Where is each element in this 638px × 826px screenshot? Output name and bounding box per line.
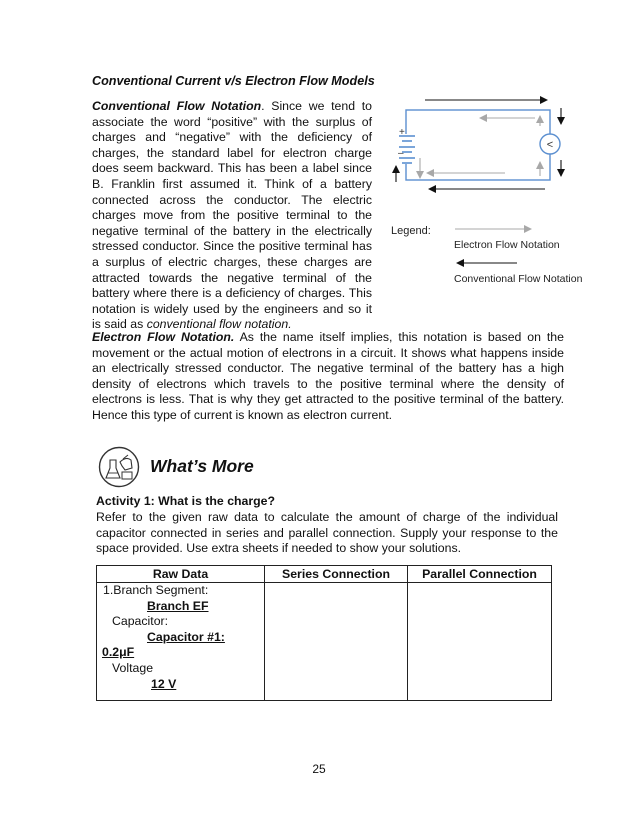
header-series-connection: Series Connection [265,566,408,583]
parallel-connection-answer[interactable] [408,583,552,701]
meter-icon [540,134,560,154]
series-connection-answer[interactable] [265,583,408,701]
electron-flow-body: As the name itself implies, this notation is based on the movement or the actual motion of electrons in a circuit. It shows what happens inside an electrically stressed conductor. The negative terminal of the battery has a high density of electrons which travels to the positive terminal where the density of electrons is less. That is why they get attracted to the positive terminal of the battery. Hence this type of current is known as electron current. [92,330,564,422]
meter-glyph: < [546,139,554,151]
header-parallel-connection: Parallel Connection [408,566,552,583]
circuit-wire [406,110,550,180]
page-number: 25 [312,762,326,776]
header-raw-data: Raw Data [97,566,265,583]
minus-sign: – [398,148,404,159]
branch-segment-value: Branch EF [147,598,209,613]
voltage-value: 12 V [151,676,177,691]
table-header-row [97,566,552,583]
conventional-flow-body: . Since we tend to associate the word “positive” with the surplus of charges and “negative” with the deficiency of charges, the standard label for electron charge does seem backward. This has been a label since B. Franklin first assumed it. Think of a battery connected across the conductor. The electric charges move from the positive terminal to the negative terminal of the battery in the electrically stressed conductor. Since the positive terminal has a surplus of electric charges, these charges are attracted towards the negative terminal of the battery where there is a deficiency of charges. This notation is widely used by the engineers and so it is said as [92,99,372,332]
section-title: Conventional Current v/s Electron Flow Models [92,74,375,88]
conventional-flow-paragraph [92,99,372,333]
conventional-flow-tail: conventional flow notation. [146,317,292,332]
activity-instructions: Refer to the given raw data to calculate the amount of charge of the individual capacitor connected in series and parallel connection. Supply your response to the space provided. Use extra sheets if needed to show your solutions. [96,510,558,556]
raw-data-table [96,565,552,701]
activity-title: Activity 1: What is the charge? [96,494,276,508]
capacitance-value: 0.2μF [102,645,135,660]
electron-flow-lead: Electron Flow Notation. [92,330,235,344]
electron-flow-paragraph [92,330,564,424]
legend-conventional-flow: Conventional Flow Notation [454,273,583,285]
legend-electron-flow: Electron Flow Notation [454,239,560,251]
conventional-flow-lead: Conventional Flow Notation [92,99,262,113]
capacitor-label: Capacitor: [112,614,169,629]
plus-sign: + [399,127,405,138]
capacitor-value: Capacitor #1: [147,629,225,644]
branch-segment-label: 1.Branch Segment: [103,583,209,597]
whats-more-title: What’s More [150,456,254,476]
table-row [97,583,552,701]
voltage-label: Voltage [112,660,154,675]
circuit-diagram [385,90,605,290]
raw-data-cell [97,583,265,701]
legend-label: Legend: [391,225,431,237]
hand-beaker-icon [98,446,140,488]
